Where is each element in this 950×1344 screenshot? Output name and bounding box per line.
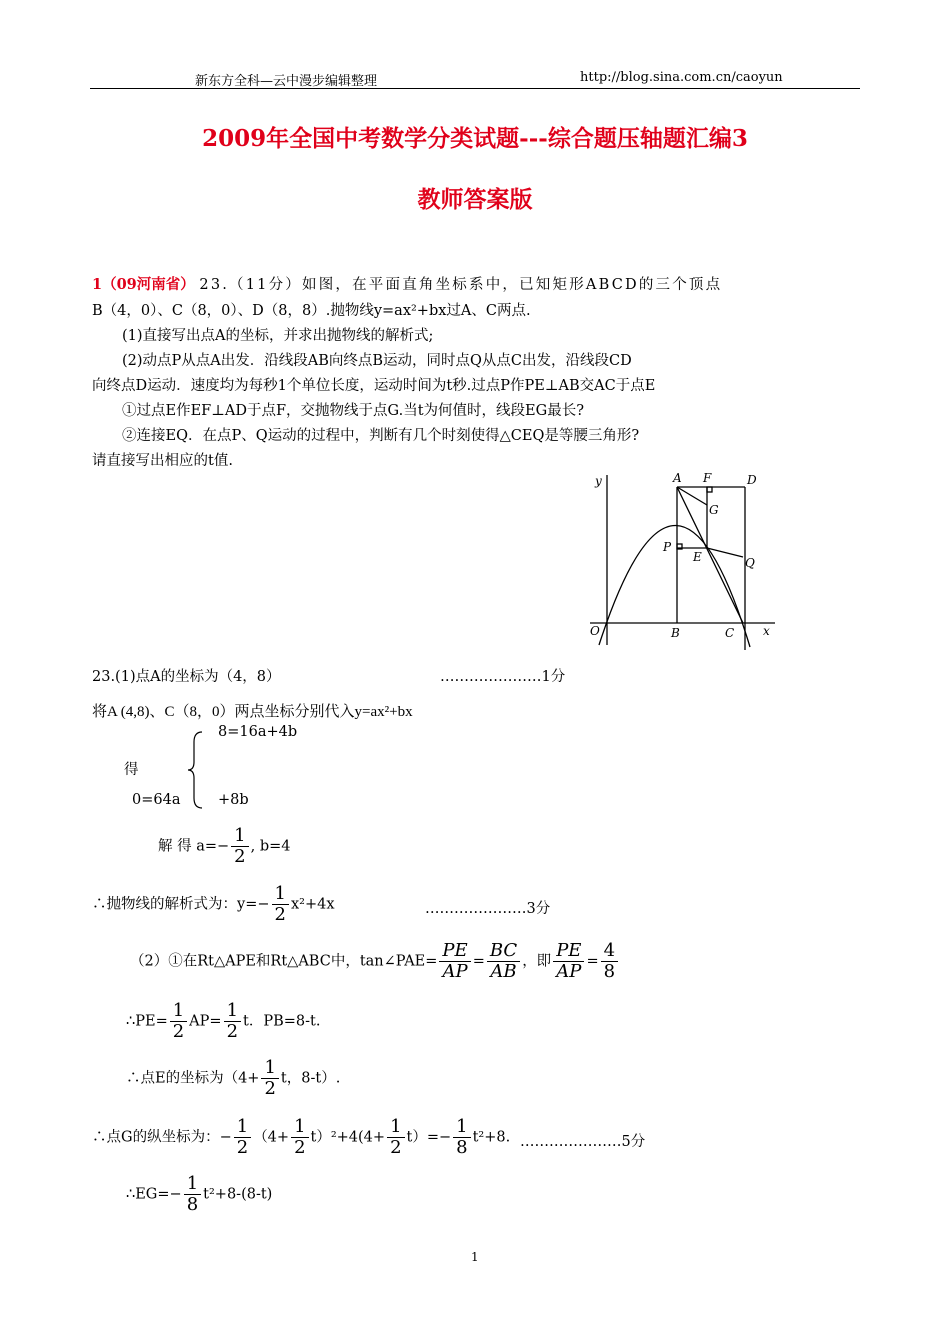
e-pre: ∴点E的坐标为（4+ <box>126 1070 260 1087</box>
pe-line <box>126 1001 320 1042</box>
title-line1: 2009年全国中考数学分类试题---综合题压轴题汇编3 <box>202 125 748 152</box>
problem-stem-1: 23.（11分）如图，在平面直角坐标系中，已知矩形ABCD的三个顶点 <box>199 277 723 293</box>
label-o: O <box>590 624 600 638</box>
frac-1-8: $\frac{1}{8}$ <box>453 1117 470 1158</box>
problem-q2a: (2)动点P从点A出发．沿线段AB向终点B运动，同时点Q从点C出发，沿线段CD <box>122 353 632 369</box>
frac-half: $\frac{1}{2}$ <box>272 884 289 925</box>
g-part-2: t）²+4(4+ <box>310 1129 386 1146</box>
frac-half: $\frac{1}{2}$ <box>170 1001 187 1042</box>
problem-line1 <box>92 273 722 294</box>
system-eq2b: +8b <box>218 792 249 808</box>
system-de: 得 <box>124 762 139 778</box>
equals-sign: = <box>586 953 599 970</box>
problem-q2c: ①过点E作EF⊥AD于点F，交抛物线于点G.当t为何值时，线段EG最长? <box>122 403 584 419</box>
system-eq1: 8=16a+4b <box>218 724 298 740</box>
header-right: http://blog.sina.com.cn/caoyun <box>580 70 783 85</box>
problem-source: 1（09河南省） <box>92 276 195 293</box>
pe-mid: AP= <box>189 1013 222 1030</box>
eg-pre: ∴EG=− <box>126 1186 182 1203</box>
problem-q2d: ②连接EQ．在点P、Q运动的过程中，判断有几个时刻使得△CEQ是等腰三角形? <box>122 428 640 444</box>
problem-q1: (1)直接写出点A的坐标，并求出抛物线的解析式; <box>122 328 434 344</box>
page-number: 1 <box>471 1250 479 1264</box>
frac-half: $\frac{1}{2}$ <box>387 1117 404 1158</box>
problem-q2b: 向终点D运动．速度均为每秒1个单位长度，运动时间为t秒.过点P作PE⊥AB交AC于点E <box>92 378 656 394</box>
para-pre: ∴抛物线的解析式为：y=− <box>92 896 270 913</box>
solve-pre: 解 得 a=− <box>158 838 230 855</box>
label-g: G <box>709 503 719 517</box>
right-angle-f <box>707 487 712 492</box>
frac-1-8: $\frac{1}{8}$ <box>184 1174 201 1215</box>
g-part-1: （4+ <box>253 1129 290 1146</box>
g-line <box>92 1117 510 1158</box>
solution-s2-text: 将A (4,8)、C（8，0）两点坐标分别代入y=ax²+bx <box>92 704 413 720</box>
g-score: …………………5分 <box>520 1134 646 1150</box>
g-pre: ∴点G的纵坐标为：− <box>92 1129 232 1146</box>
frac-pe-ap-2: $\frac{PE}{AP}$ <box>553 941 584 982</box>
label-c: C <box>725 626 735 640</box>
frac-pe-ap: $\frac{PE}{AP}$ <box>439 941 470 982</box>
equals-sign: = <box>472 953 485 970</box>
para-score: …………………3分 <box>425 901 551 917</box>
eg-line <box>126 1174 272 1215</box>
solution-s1-score: …………………1分 <box>440 669 566 685</box>
title-line2: 教师答案版 <box>417 186 533 213</box>
tan-line <box>130 941 620 982</box>
g-part-3: t）=− <box>406 1129 452 1146</box>
solve-line <box>158 826 291 867</box>
label-f: F <box>703 471 712 485</box>
frac-half: $\frac{1}{2}$ <box>224 1001 241 1042</box>
system-eq2a: 0=64a <box>132 792 181 808</box>
label-x: x <box>763 624 770 638</box>
p2-pre: （2）①在Rt△APE和Rt△ABC中，tan∠PAE= <box>130 953 438 970</box>
para-post: x²+4x <box>290 896 335 913</box>
header-left: 新东方全科—云中漫步编辑整理 <box>195 74 378 89</box>
label-d: D <box>747 473 757 487</box>
header-rule <box>90 88 860 89</box>
solution-s1: 23.(1)点A的坐标为（4，8） <box>92 669 281 685</box>
p2-mid: ，即 <box>522 953 552 970</box>
parabola-line <box>92 884 335 925</box>
label-y: y <box>595 474 602 488</box>
eg-post: t²+8-(8-t) <box>203 1186 273 1203</box>
frac-half: $\frac{1}{2}$ <box>234 1117 251 1158</box>
frac-half: $\frac{1}{2}$ <box>231 826 248 867</box>
pe-post: t．PB=8-t. <box>243 1013 321 1030</box>
frac-half: $\frac{1}{2}$ <box>291 1117 308 1158</box>
problem-q2e: 请直接写出相应的t值. <box>92 453 233 469</box>
frac-bc-ab: $\frac{BC}{AB}$ <box>487 941 520 982</box>
problem-line2: B（4，0）、C（8，0）、D（8，8）.抛物线y=ax²+bx过A、C两点. <box>92 303 531 319</box>
frac-half: $\frac{1}{2}$ <box>261 1058 278 1099</box>
geometry-figure <box>585 465 785 655</box>
e-line <box>126 1058 340 1099</box>
pe-pre: ∴PE= <box>126 1013 168 1030</box>
label-a: A <box>673 471 682 485</box>
label-b: B <box>671 626 680 640</box>
label-e: E <box>693 550 702 564</box>
g-part-4: t²+8. <box>472 1129 511 1146</box>
solution-s2 <box>92 700 413 721</box>
e-post: t，8-t）. <box>280 1070 341 1087</box>
label-p: P <box>663 540 672 554</box>
system-brace <box>186 730 206 810</box>
frac-4-8: $\frac{4}{8}$ <box>601 941 618 982</box>
solve-post: , b=4 <box>250 838 291 855</box>
label-q: Q <box>745 556 755 570</box>
